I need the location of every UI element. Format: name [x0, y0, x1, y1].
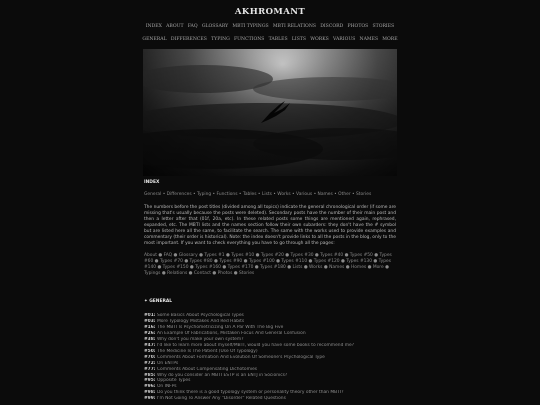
- general-post-list: [144, 313, 396, 402]
- nav-photos[interactable]: PHOTOS: [347, 24, 369, 29]
- general-heading: ✦ GENERAL: [144, 299, 173, 305]
- list-item[interactable]: #03: More Typology Mistakes And Red Habits: [144, 319, 245, 325]
- nav-lists[interactable]: LISTS: [291, 37, 307, 42]
- list-item[interactable]: #38: Why don't you make your own system?: [144, 336, 244, 342]
- nav-glossary[interactable]: GLOSSARY: [201, 24, 229, 29]
- nav-typing[interactable]: TYPING: [211, 37, 230, 42]
- nav-names[interactable]: NAMES: [359, 37, 379, 42]
- nav-stories[interactable]: STORIES: [372, 24, 395, 29]
- site-title[interactable]: AKHROMANT: [234, 7, 306, 17]
- list-item[interactable]: #98: Do you think there is a good typology system or personality theory other than MBTI?: [144, 390, 344, 396]
- nav-faq[interactable]: FAQ: [187, 24, 198, 29]
- category-links[interactable]: General • Differences • Typing • Functions • Tables • Lists • Works • Various • Names • Other • Stories: [144, 191, 372, 197]
- list-item[interactable]: #96: On INFPs: [144, 384, 177, 390]
- main-nav: [0, 24, 540, 30]
- list-item[interactable]: #95: Opposite Types: [144, 378, 191, 384]
- nav-functions[interactable]: FUNCTIONS: [233, 37, 265, 42]
- list-item[interactable]: #99: I'm Not Going To Answer Any "Disorder" Related Questions: [144, 396, 286, 402]
- list-item[interactable]: #77: Comments About Compensating Dichotomies: [144, 366, 258, 372]
- index-heading: INDEX: [144, 180, 160, 185]
- nav-mbti-typings[interactable]: MBTI TYPINGS: [232, 24, 269, 29]
- nav-more[interactable]: MORE: [382, 37, 398, 42]
- list-item[interactable]: #72: On ENTPs: [144, 360, 179, 366]
- topic-nav: [0, 37, 540, 43]
- intro-text: The numbers before the post titles (divided among all topics) indicate the general chronological order (if some are missing that's usually because the posts were deleted). Secondary posts have the number of their main post and then a letter after that (01f, 20a, etc). In these related posts some things are mentioned again, rephrased, expanded, etc. The MBTI lists and the names section follow their own subarders: they don't have the # symbol but are listed here all the same, to facilitate the search. The same with the works used to provide examples and commentary (their order is historical). Note: the index doesn't provide links to all the posts in the blog, only to the most important. If you want to check everything you have to go through all the pages:: [144, 204, 396, 246]
- nav-various[interactable]: VARIOUS: [332, 37, 356, 42]
- list-item[interactable]: #85: Why do you consider an MBTI ESTP is an ENTJ in Socionics?: [144, 372, 288, 378]
- list-item[interactable]: #16: The MBTI Is Psychometricizing On A Par With The Big Five: [144, 325, 284, 330]
- list-item[interactable]: #01: Some Basics About Psychological Types: [144, 313, 244, 319]
- list-item[interactable]: #50: The Medicine Is The Patient (Use Of Typology): [144, 348, 258, 354]
- nav-general[interactable]: GENERAL: [142, 37, 167, 42]
- list-item[interactable]: #47: I'd like to learn more about myself/MBTI, would you have some books to recommend me?: [144, 342, 355, 348]
- nav-mbti-relations[interactable]: MBTI RELATIONS: [272, 24, 316, 29]
- bird-silhouette-icon: [143, 49, 397, 176]
- header-photo: [143, 49, 397, 176]
- nav-differences[interactable]: DIFFERENCES: [170, 37, 207, 42]
- main-content: [144, 180, 396, 402]
- nav-works[interactable]: WORKS: [310, 37, 329, 42]
- list-item[interactable]: #26: An Example Of Fabrications, Mistaken Focus And General Confusion: [144, 330, 306, 336]
- list-item[interactable]: #70: Comments About Formation And Evolution Of Someone's Psychological Type: [144, 354, 325, 360]
- nav-tables[interactable]: TABLES: [268, 37, 288, 42]
- page-links[interactable]: About ● FAQ ● Glossary ● Types #1 ● Types #10 ● Types #20 ● Types #30 ● Types #40 ● Types #50 ● Types #60 ● Types #70 ● Types #80 ● Types #90 ● Types #100 ● Types #110 ● Types #120 ● Types #130 ● Types #140 ● Types #150 ● Types #160 ● Types #170 ● Types #180 ● Lists ● Works ● Names ● Homes ● More ● Typings ● Relations ● Contact ● Photos ● Stories: [144, 253, 392, 277]
- nav-about[interactable]: ABOUT: [166, 24, 184, 29]
- nav-discord[interactable]: DISCORD: [320, 24, 344, 29]
- nav-index[interactable]: INDEX: [145, 24, 162, 29]
